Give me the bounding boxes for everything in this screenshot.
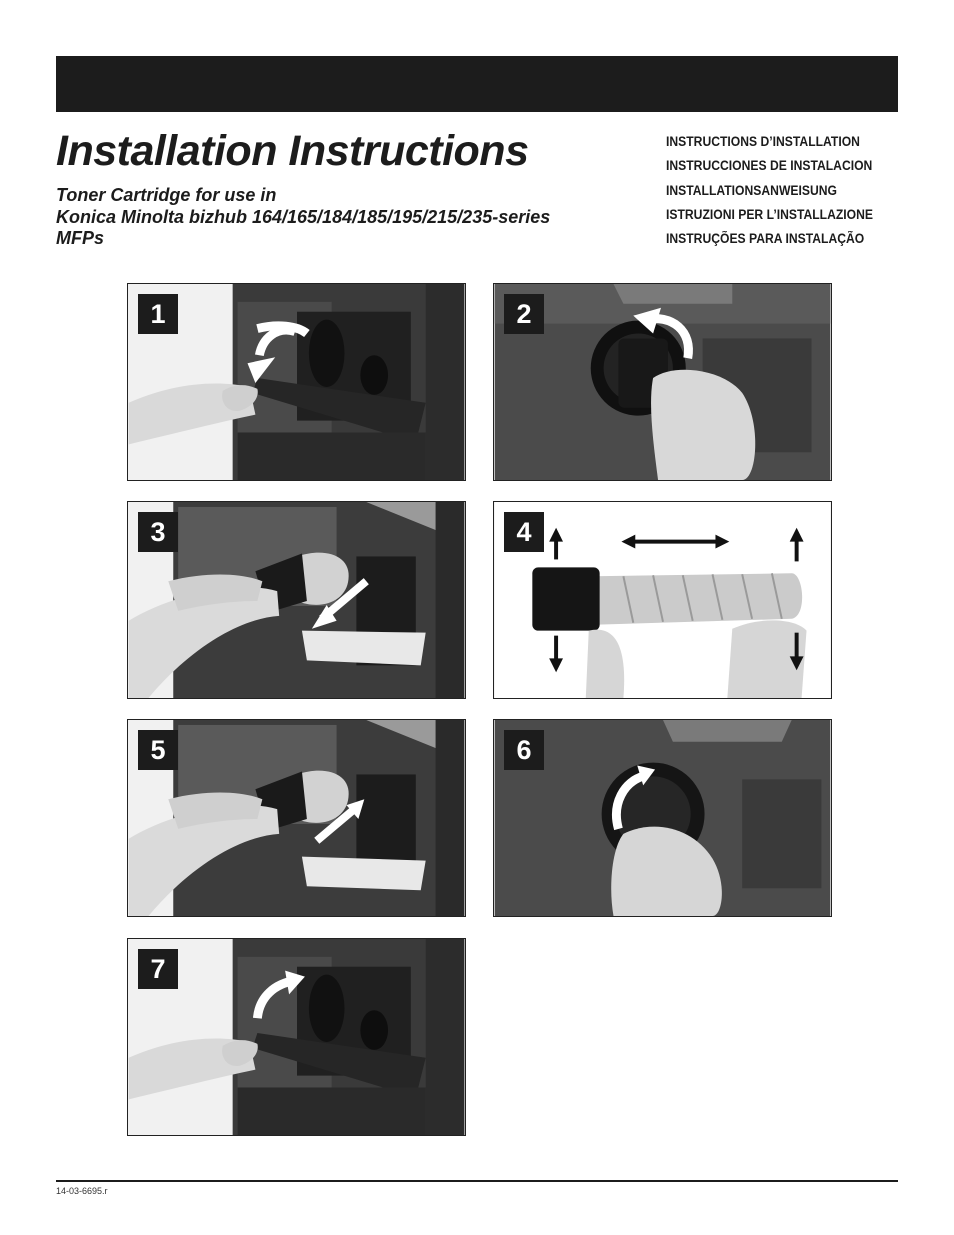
step-1-panel (127, 283, 466, 481)
language-title-it: ISTRUZIONI PER L’INSTALLAZIONE (666, 206, 874, 222)
close-front-door-illustration (128, 939, 465, 1135)
open-front-door-illustration (128, 284, 465, 480)
language-title-fr: INSTRUCTIONS D’INSTALLATION (666, 134, 860, 149)
document-code: 14-03-6695.r (56, 1186, 108, 1196)
step-number: 7 (138, 949, 178, 989)
step-number: 1 (138, 294, 178, 334)
step-number: 5 (138, 730, 178, 770)
page-subtitle (56, 185, 656, 250)
step-number: 3 (138, 512, 178, 552)
language-title-pt: INSTRUÇÕES PARA INSTALAÇÃO (666, 231, 865, 247)
language-list (666, 130, 896, 251)
insert-cartridge-illustration (128, 720, 465, 916)
subtitle-line: MFPs (56, 228, 105, 248)
language-title-de: INSTALLATIONSANWEISUNG (666, 182, 837, 198)
step-number: 6 (504, 730, 544, 770)
shake-cartridge-illustration (494, 502, 831, 698)
rotate-cartridge-illustration (494, 284, 831, 480)
language-title-es: INSTRUCCIONES DE INSTALACION (666, 158, 873, 174)
step-6-panel (493, 719, 832, 917)
lock-cartridge-illustration (494, 720, 831, 916)
page-title: Installation Instructions (56, 127, 529, 175)
step-2-panel (493, 283, 832, 481)
header-bar (56, 56, 898, 112)
subtitle-line: Konica Minolta bizhub 164/165/184/185/195/215/235-series (56, 206, 551, 227)
footer-rule (56, 1180, 898, 1182)
step-number: 2 (504, 294, 544, 334)
remove-cartridge-illustration (128, 502, 465, 698)
step-3-panel (127, 501, 466, 699)
step-5-panel (127, 719, 466, 917)
step-4-panel (493, 501, 832, 699)
step-number: 4 (504, 512, 544, 552)
step-7-panel (127, 938, 466, 1136)
subtitle-line: Toner Cartridge for use in (56, 185, 277, 205)
